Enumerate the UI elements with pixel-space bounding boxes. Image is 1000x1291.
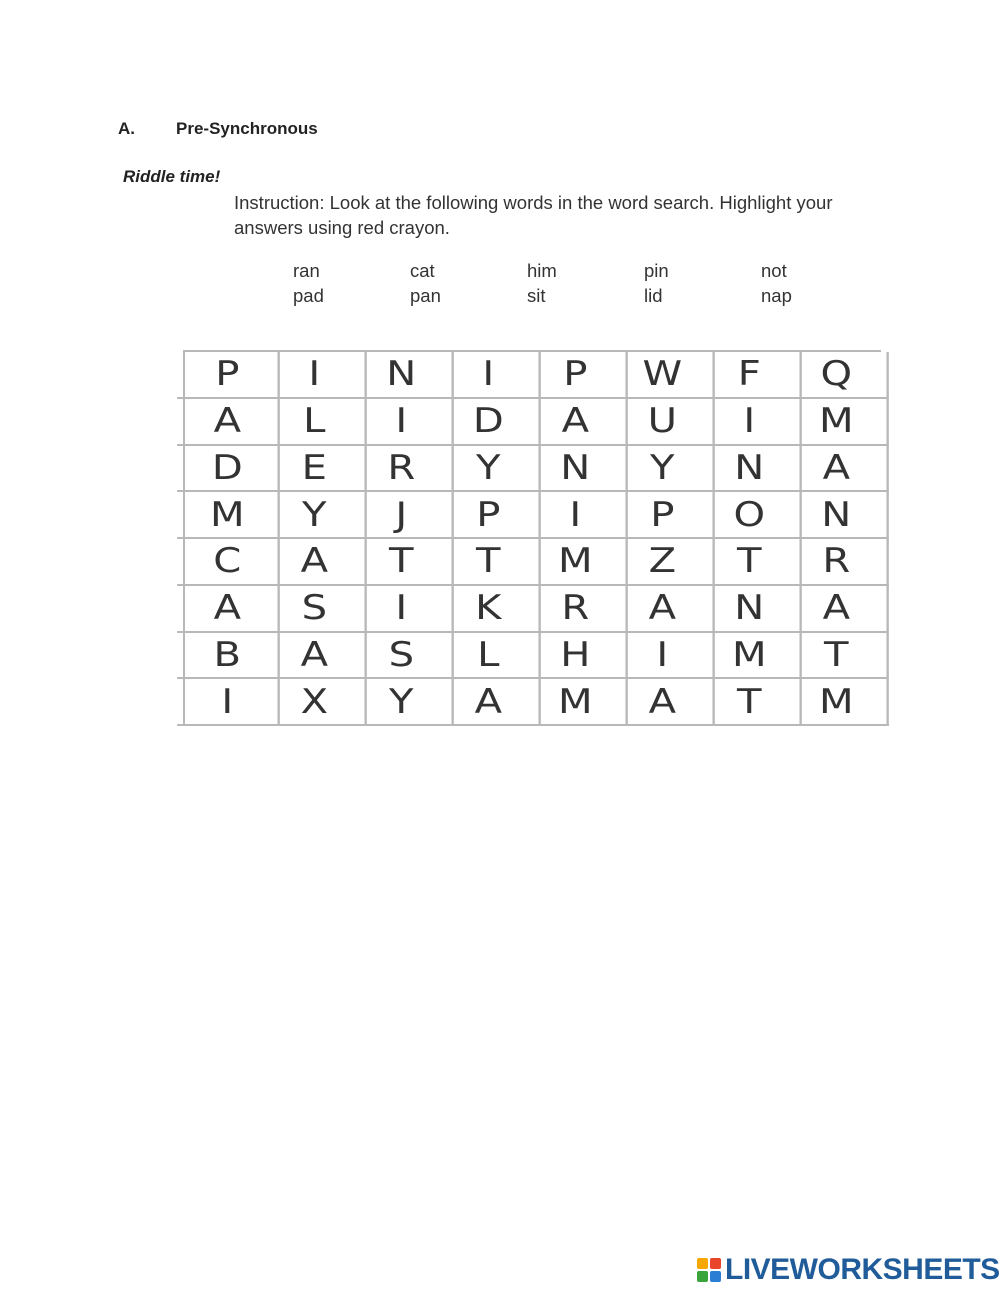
grid-cell[interactable]: W [612,352,715,399]
word-item: pan [410,285,441,306]
grid-cell[interactable]: I [699,399,802,446]
grid-cell[interactable]: A [177,399,280,446]
grid-cell[interactable]: T [699,539,802,586]
grid-cell[interactable]: I [177,679,280,726]
grid-cell[interactable]: P [612,492,715,539]
grid-cell[interactable]: A [612,586,715,633]
grid-cell[interactable]: Y [351,679,454,726]
grid-cell[interactable]: A [438,679,541,726]
grid-cell[interactable]: T [699,679,802,726]
grid-cell[interactable]: I [264,352,367,399]
grid-cell[interactable]: R [525,586,628,633]
subheading: Riddle time! [123,167,221,186]
grid-cell[interactable]: A [177,586,280,633]
grid-cell[interactable]: Y [438,446,541,493]
grid-cell[interactable]: M [525,679,628,726]
grid-cell[interactable]: L [264,399,367,446]
grid-cell[interactable]: H [525,633,628,680]
grid-cell[interactable]: A [264,539,367,586]
grid-cell[interactable]: B [177,633,280,680]
grid-cell[interactable]: K [438,586,541,633]
grid-cell[interactable]: M [786,679,889,726]
grid-cell[interactable]: P [438,492,541,539]
word-item: pin [644,260,669,281]
grid-cell[interactable]: N [699,446,802,493]
grid-cell[interactable]: N [525,446,628,493]
grid-cell[interactable]: N [786,492,889,539]
grid-cell[interactable]: E [264,446,367,493]
grid-cell[interactable]: P [177,352,280,399]
instruction-text: Instruction: Look at the following words in the word search. Highlight your answers using red crayon. [234,192,833,238]
word-item: lid [644,285,663,306]
grid-cell[interactable]: R [786,539,889,586]
word-search-grid [183,350,881,726]
grid-cell[interactable]: A [264,633,367,680]
word-item: pad [293,285,324,306]
grid-cell[interactable]: F [699,352,802,399]
grid-cell[interactable]: D [177,446,280,493]
word-list [293,260,878,310]
grid-cell[interactable]: O [699,492,802,539]
section-heading [118,119,318,139]
grid-cell[interactable]: T [438,539,541,586]
grid-cell[interactable]: I [438,352,541,399]
grid-cell[interactable]: I [525,492,628,539]
grid-cell[interactable]: A [525,399,628,446]
grid-cell[interactable]: P [525,352,628,399]
section-letter: A. [118,119,135,138]
word-item: ran [293,260,320,281]
grid-cell[interactable]: M [699,633,802,680]
grid-cell[interactable]: U [612,399,715,446]
grid-cell[interactable]: J [351,492,454,539]
grid-cell[interactable]: T [786,633,889,680]
word-item: him [527,260,557,281]
logo-text: LIVEWORKSHEETS [725,1253,1000,1286]
grid-cell[interactable]: L [438,633,541,680]
grid-cell[interactable]: N [699,586,802,633]
grid-cell[interactable]: M [786,399,889,446]
grid-cell[interactable]: Z [612,539,715,586]
word-item: cat [410,260,435,281]
grid-cell[interactable]: M [177,492,280,539]
word-item: not [761,260,787,281]
grid-cell[interactable]: Y [264,492,367,539]
grid-cell[interactable]: Y [612,446,715,493]
grid-cell[interactable]: A [786,586,889,633]
grid-cell[interactable]: C [177,539,280,586]
grid-cell[interactable]: S [264,586,367,633]
grid-cell[interactable]: I [612,633,715,680]
logo-square [710,1271,721,1282]
grid-cell[interactable]: N [351,352,454,399]
liveworksheets-logo [697,1253,1000,1287]
grid-cell[interactable]: M [525,539,628,586]
logo-square [697,1271,708,1282]
grid-cell[interactable]: D [438,399,541,446]
grid-cell[interactable]: I [351,586,454,633]
logo-icon [697,1258,721,1282]
grid-cell[interactable]: Q [786,352,889,399]
grid-cell[interactable]: T [351,539,454,586]
word-item: nap [761,285,792,306]
grid-cell[interactable]: A [612,679,715,726]
section-title: Pre-Synchronous [176,119,318,138]
logo-square [710,1258,721,1269]
grid-cell[interactable]: S [351,633,454,680]
grid-cell[interactable]: I [351,399,454,446]
logo-square [697,1258,708,1269]
grid-cell[interactable]: A [786,446,889,493]
grid-cell[interactable]: X [264,679,367,726]
grid-cell[interactable]: R [351,446,454,493]
word-item: sit [527,285,546,306]
